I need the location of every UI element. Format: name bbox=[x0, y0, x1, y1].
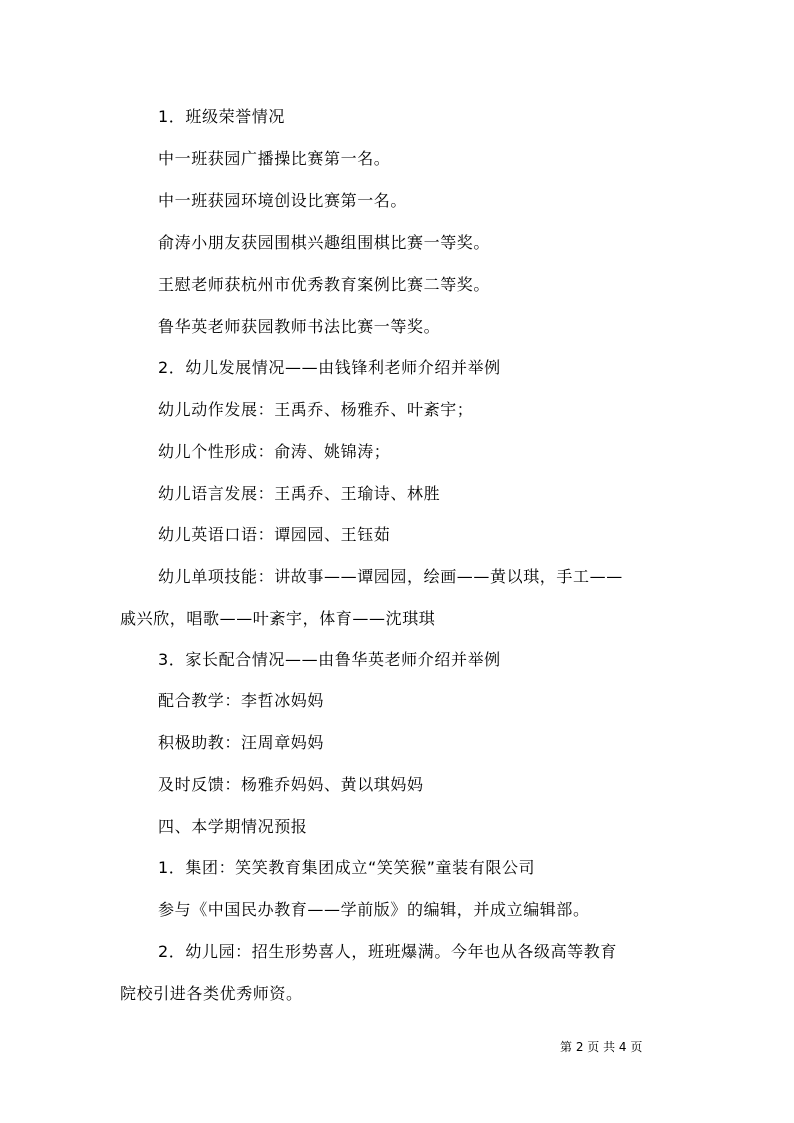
paragraph-teaching-cooperation bbox=[120, 686, 718, 716]
paragraph-personality bbox=[120, 437, 718, 467]
text-line: 2．幼儿园：招生形势喜人，班班爆满。今年也从各级高等教育 bbox=[158, 942, 617, 961]
paragraph-feedback bbox=[120, 770, 718, 800]
paragraph-honor-2 bbox=[120, 186, 718, 216]
paragraph-child-development-heading bbox=[120, 353, 718, 383]
paragraph-honor-4 bbox=[120, 270, 718, 300]
text-line: 中一班获园环境创设比赛第一名。 bbox=[158, 191, 408, 210]
text-line: 及时反馈：杨雅乔妈妈、黄以琪妈妈 bbox=[158, 775, 424, 794]
page-number-footer: 第 2 页 共 4 页 bbox=[560, 1040, 643, 1054]
text-line: 四、本学期情况预报 bbox=[158, 817, 308, 836]
paragraph-semester-forecast-heading bbox=[120, 812, 718, 842]
text-line: 幼儿英语口语：谭园园、王钰茹 bbox=[158, 525, 391, 544]
paragraph-parent-cooperation-heading bbox=[120, 645, 718, 675]
paragraph-single-skills bbox=[120, 562, 680, 634]
text-line: 幼儿语言发展：王禹乔、王瑜诗、林胜 bbox=[158, 484, 441, 503]
text-line: 中一班获园广播操比赛第一名。 bbox=[158, 149, 391, 168]
text-line: 幼儿动作发展：王禹乔、杨雅乔、叶紊宇； bbox=[158, 400, 474, 419]
text-line: 鲁华英老师获园教师书法比赛一等奖。 bbox=[158, 317, 441, 336]
paragraph-honor-3 bbox=[120, 228, 718, 258]
paragraph-honor-5 bbox=[120, 312, 718, 342]
text-line: 配合教学：李哲冰妈妈 bbox=[158, 691, 325, 710]
text-line: 积极助教：汪周章妈妈 bbox=[158, 733, 325, 752]
text-line: 戚兴欣，唱歌——叶紊宇，体育——沈琪琪 bbox=[120, 609, 436, 628]
text-line: 1．集团：笑笑教育集团成立“笑笑猴”童装有限公司 bbox=[158, 858, 536, 877]
paragraph-kindergarten bbox=[120, 937, 680, 1009]
paragraph-language bbox=[120, 479, 718, 509]
paragraph-class-honors-heading bbox=[120, 102, 718, 132]
text-line: 幼儿单项技能：讲故事——谭园园，绘画——黄以琪，手工—— bbox=[158, 567, 623, 586]
text-line: 2．幼儿发展情况——由钱锋利老师介绍并举例 bbox=[158, 358, 501, 377]
text-line: 王慰老师获杭州市优秀教育案例比赛二等奖。 bbox=[158, 275, 491, 294]
text-line: 幼儿个性形成：俞涛、姚锦涛； bbox=[158, 442, 391, 461]
text-line: 院校引进各类优秀师资。 bbox=[120, 984, 303, 1003]
paragraph-honor-1 bbox=[120, 144, 718, 174]
paragraph-english bbox=[120, 520, 718, 550]
text-line: 参与《中国民办教育——学前版》的编辑，并成立编辑部。 bbox=[158, 900, 590, 919]
paragraph-editing bbox=[120, 895, 718, 925]
text-line: 1．班级荣誉情况 bbox=[158, 107, 285, 126]
paragraph-motor-development bbox=[120, 395, 718, 425]
paragraph-group bbox=[120, 853, 718, 883]
text-line: 3．家长配合情况——由鲁华英老师介绍并举例 bbox=[158, 650, 501, 669]
text-line: 俞涛小朋友获园围棋兴趣组围棋比赛一等奖。 bbox=[158, 233, 491, 252]
paragraph-assisting bbox=[120, 728, 718, 758]
